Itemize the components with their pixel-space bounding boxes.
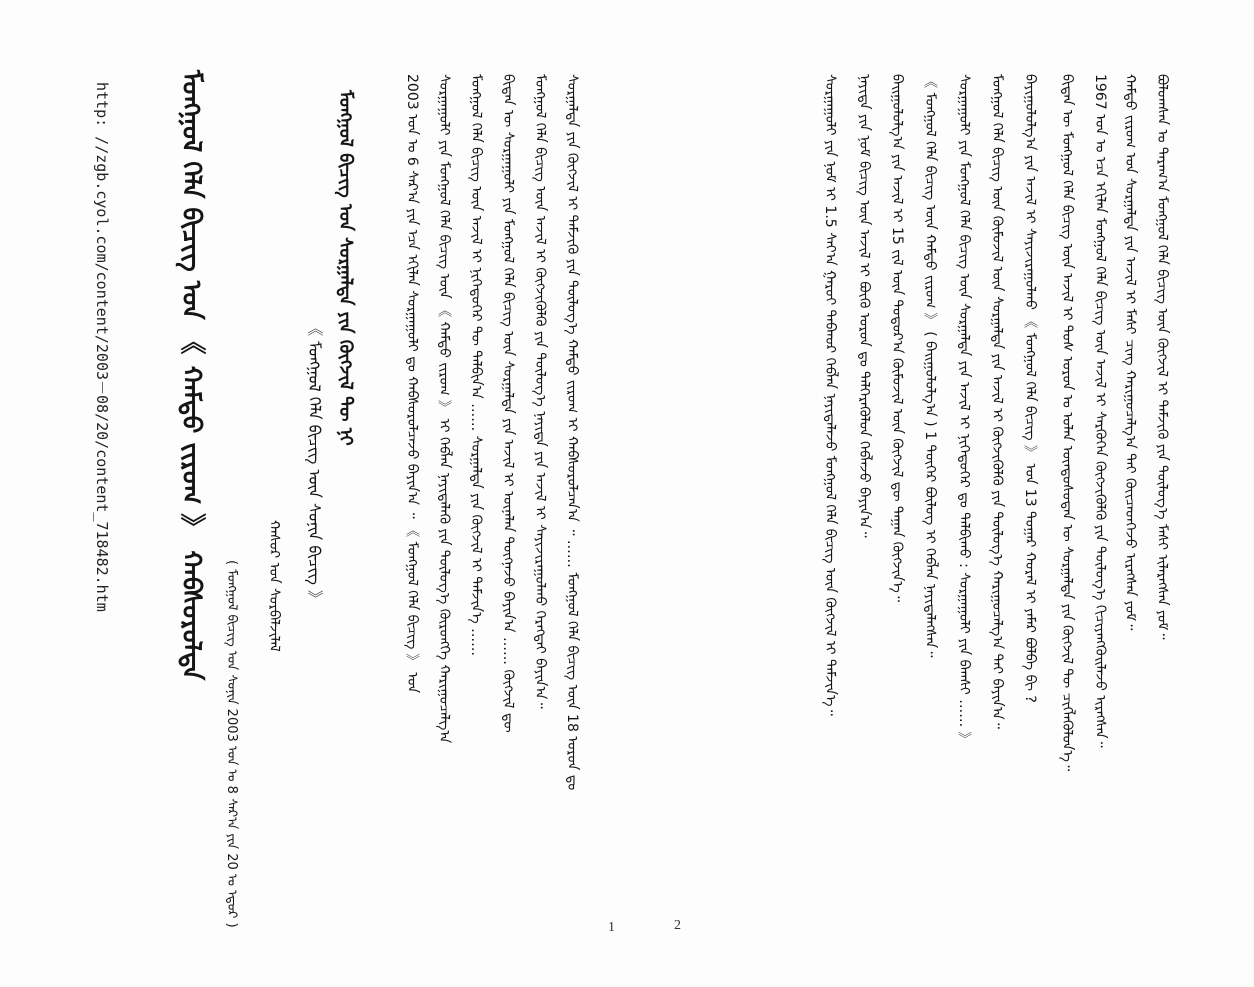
text-column: 《 ᠮᠣᠩᠭᠣᠯ ᠬᠡᠯᠡ ᠪᠢᠴᠢᠭ ᠦᠨ ᠬᠠᠮᠲᠤ ᠵᠢᠷᠤᠭ 》 ( ᠪᠠᠢᠭᠤᠯᠤᠯᠭ᠎ᠠ ) 1 ᠳᠦᠭᠡᠷ ᠪᠦᠯᠦᠭ ᠢ ᠬᠡᠪᠯᠡᠨ ᠨᠡᠶᠢᠲᠡᠯᠡᠭᠰᠡᠨ᠃ [922, 74, 938, 658]
text-column: ᠪᠠᠢᠭᠤᠯᠤᠯᠭ᠎ᠠ ᠶᠢᠨ ᠠᠵᠢᠯ ᠢ 15 ᠵᠢᠯ ᠦᠨ ᠳᠤᠲᠤᠷ᠎ᠠ ᠬᠦᠮᠦᠵᠢᠯ ᠦᠨ ᠬᠥᠭᠵᠢᠯ ᠳᠦ ᠳᠠᠭᠠᠨ ᠬᠥᠭᠵᠢᠨ᠎ᠡ᠃ [889, 74, 905, 603]
text-column: ᠰᠤᠷᠭᠠᠯᠲᠠ ᠶᠢᠨ ᠬᠥᠭᠵᠢᠯ ᠢ ᠳᠡᠮᠵᠢᠬᠦ ᠶᠢᠨ ᠲᠥᠯᠥᠭ᠎ᠡ ᠬᠠᠮᠲᠤ ᠵᠢᠷᠤᠭ ᠢ ᠬᠠᠪᠰᠤᠷᠤᠯᠴᠠᠨ᠎ᠠ ᠃ …… ᠮᠣᠩᠭᠣᠯ ᠬᠡᠯᠡ ᠪᠢᠴᠢᠭ ᠦᠨ 18 ᠣᠷᠣᠨ ᠳᠤ [564, 74, 580, 791]
publication-date: ( ᠮᠣᠩᠭᠣᠯ ᠪᠢᠴᠢᠭ ᠤᠨ ᠰᠣᠨᠢᠨ 2003 ᠣᠨ ᠤ 8 ᠰᠠᠷ᠎ᠠ ᠶᠢᠨ 20 ᠤ ᠡᠳᠦᠷ ) [224, 560, 239, 928]
author-byline: ᠬᠠᠰᠤᠷ ᠤᠨ ᠰᠤᠷᠪᠠᠯᠵᠢᠯᠠᠯ [266, 520, 282, 652]
page-number-2: 2 [674, 918, 681, 933]
text-column: ᠪᠣᠯᠣᠭᠰᠠᠨ ᠤ ᠳᠠᠷᠠᠭ᠎ᠠ ᠮᠣᠩᠭᠣᠯ ᠬᠡᠯᠡ ᠪᠢᠴᠢᠭ ᠦᠨ ᠬᠥᠭᠵᠢᠯ ᠢ ᠳᠡᠮᠵᠢᠬᠦ ᠶᠢᠨ ᠲᠥᠯᠥᠭ᠎ᠡ ᠮᠠᠰᠢ ᠢᠯᠡᠷᠡᠭᠰᠡᠨ ᠶᠤᠮ᠃ [1154, 74, 1170, 640]
text-column: ᠪᠢᠳᠡᠨ ᠦ ᠮᠣᠩᠭᠣᠯ ᠬᠡᠯᠡ ᠪᠢᠴᠢᠭ ᠦᠨ ᠠᠵᠢᠯ ᠢ ᠲᠤᠰ ᠣᠷᠣᠨ ᠤ ᠣᠯᠠᠨ ᠦᠨᠳᠦᠰᠦᠲᠡᠨ ᠦ ᠰᠤᠷᠭᠠᠯᠲᠠ ᠶᠢᠨ ᠬᠥᠭᠵᠢᠯ ᠲᠦ ᠴᠢᠭᠯᠡᠭᠦᠯᠦᠨ᠎ᠡ᠃ [1059, 74, 1075, 772]
text-column: ᠮᠣᠩᠭᠣᠯ ᠬᠡᠯᠡ ᠪᠢᠴᠢᠭ ᠦᠨ ᠬᠦᠮᠦᠵᠢᠯ ᠦᠨ ᠰᠤᠷᠭᠠᠯᠲᠠ ᠶᠢᠨ ᠠᠵᠢᠯ ᠢ ᠬᠥᠭᠵᠢᠭᠦᠯᠬᠦ ᠶᠢᠨ ᠲᠥᠯᠥᠭ᠎ᠡ ᠬᠠᠷᠢᠭᠤᠴᠠᠯᠭ᠎ᠠ ᠲᠠᠢ ᠪᠠᠶᠢᠨ᠎ᠠ᠃ [989, 74, 1005, 729]
page-number-1: 1 [608, 920, 615, 935]
text-column: ᠨᠡᠶᠢᠲᠡ ᠶᠢᠨ ᠨᠣᠮ ᠪᠢᠴᠢᠭ ᠦᠨ ᠠᠵᠢᠯ ᠢ ᠪᠦᠬᠦ ᠣᠷᠣᠨ ᠳᠤ ᠳᠡᠯᠭᠡᠷᠡᠭᠦᠯᠦᠨ ᠬᠡᠪᠯᠡᠵᠦ ᠪᠠᠶᠢᠨ᠎ᠠ᠃ [856, 74, 872, 538]
text-column: ᠮᠣᠩᠭᠣᠯ ᠬᠡᠯᠡ ᠪᠢᠴᠢᠭ ᠦᠨ ᠠᠵᠢᠯ ᠢ ᠨᠢᠭᠡᠳᠦᠭᠡᠷ ᠲᠦ ᠲᠠᠯᠪᠢᠨ᠎ᠠ …… ᠰᠤᠷᠭᠠᠯᠲᠠ ᠶᠢᠨ ᠬᠥᠭᠵᠢᠯ ᠢ ᠳᠡᠮᠵᠢᠨ᠎ᠡ …… [468, 74, 484, 657]
text-column: ᠬᠠᠮᠲᠤ ᠵᠢᠷᠤᠭ ᠤᠨ ᠰᠤᠷᠭᠠᠯᠲᠠ ᠶᠢᠨ ᠠᠵᠢᠯ ᠢ ᠮᠠᠰᠢ ᠴᠢᠩ ᠬᠠᠷᠢᠭᠤᠴᠠᠯᠭ᠎ᠠ ᠲᠠᠢ ᠭᠦᠢᠴᠡᠳᠬᠡᠵᠦ ᠢᠷᠡᠭᠰᠡᠨ ᠶᠤᠮ᠃ [1122, 74, 1138, 631]
title-line-1: ᠮᠣᠩᠭᠣᠯ ᠬᠡᠯᠡ ᠪᠢᠴᠢᠭ ᠤᠨ 《 ᠬᠠᠮᠲᠤ ᠵᠢᠷᠤᠭ 》 ᠬᠠᠪᠰᠤᠷᠤᠯᠲᠠ [176, 70, 206, 681]
text-column: ᠮᠣᠩᠭᠣᠯ ᠬᠡᠯᠡ ᠪᠢᠴᠢᠭ ᠦᠨ ᠠᠵᠢᠯ ᠢ ᠬᠥᠭᠵᠢᠭᠦᠯᠬᠦ ᠶᠢᠨ ᠲᠥᠯᠥᠭ᠎ᠡ ᠨᠡᠶᠢᠲᠡ ᠶᠢᠨ ᠠᠵᠢᠯ ᠢ ᠰᠠᠶᠢᠵᠢᠷᠠᠭᠤᠯᠬᠤ ᠬᠡᠷᠡᠭᠲᠡᠢ ᠪᠠᠶᠢᠨ᠎ᠠ᠃ [532, 74, 548, 709]
title-line-2: ᠮᠣᠩᠭᠣᠯ ᠪᠢᠴᠢᠭ ᠤᠨ ᠰᠤᠷᠭᠠᠯᠲᠠ ᠶᠢᠨ ᠬᠥᠭᠵᠢᠯ ᠲᠦ ᠨᠢ [335, 90, 356, 446]
text-column: 2003 ᠣᠨ ᠤ 6 ᠰᠠᠷ᠎ᠠ ᠶᠢᠨ ᠡᠴᠡ ᠡᠬᠢᠯᠡᠨ ᠰᠤᠷᠭᠠᠭᠤᠯᠢ ᠳᠤ ᠬᠠᠪᠰᠤᠷᠤᠯᠴᠠᠵᠤ ᠪᠠᠶᠢᠨ᠎ᠠ ᠃ 《 ᠮᠣᠩᠭᠣᠯ ᠬᠡᠯᠡ ᠪᠢᠴᠢᠭ 》 ᠤᠨ [404, 74, 420, 694]
text-column: ᠰᠤᠷᠭᠠᠭᠤᠯᠢ ᠶᠢᠨ ᠮᠣᠩᠭᠣᠯ ᠬᠡᠯᠡ ᠪᠢᠴᠢᠭ ᠦᠨ ᠰᠤᠷᠭᠠᠯᠲᠠ ᠶᠢᠨ ᠠᠵᠢᠯ ᠢ ᠨᠢᠭᠡᠳᠦᠭᠡᠷ ᠳᠤ ᠲᠠᠯᠪᠢᠬᠤ : ᠰᠤᠷᠭᠠᠭᠤᠯᠢ ᠶᠢᠨ ᠪᠠᠭᠰᠢ …… 》 [956, 74, 972, 746]
text-column: ᠪᠠᠶᠢᠭᠤᠯᠤᠯᠭ᠎ᠠ ᠶᠢᠨ ᠠᠵᠢᠯ ᠢ ᠰᠠᠶᠢᠵᠢᠷᠠᠭᠤᠯᠬᠤ 《 ᠮᠣᠩᠭᠣᠯ ᠬᠡᠯᠡ ᠪᠢᠴᠢᠭ 》 ᠤᠨ 13 ᠳᠤᠭᠠᠷ ᠬᠤᠷᠠᠯ ᠢ ᠶᠠᠮᠠᠷ ᠪᠣᠯᠪᠠ ᠪᠢ ? [1022, 74, 1038, 703]
text-column: ᠪᠢᠳᠡᠨ ᠦ ᠰᠤᠷᠭᠠᠭᠤᠯᠢ ᠶᠢᠨ ᠮᠣᠩᠭᠣᠯ ᠬᠡᠯᠡ ᠪᠢᠴᠢᠭ ᠦᠨ ᠰᠤᠷᠭᠠᠯᠲᠠ ᠶᠢᠨ ᠠᠵᠢᠯ ᠢ ᠦᠨᠡᠯᠡᠨ ᠳᠦᠭᠨᠡᠵᠦ ᠪᠠᠶᠢᠨ᠎ᠠ …… ᠬᠥᠭᠵᠢᠯ ᠳᠦ [500, 74, 516, 733]
text-column: ᠰᠤᠷᠭᠠᠭᠤᠯᠢ ᠶᠢᠨ ᠮᠣᠩᠭᠣᠯ ᠬᠡᠯᠡ ᠪᠢᠴᠢᠭ ᠦᠨ 《 ᠬᠠᠮᠲᠤ ᠵᠢᠷᠤᠭ 》 ᠢ ᠬᠡᠪᠯᠡᠨ ᠨᠡᠶᠢᠲᠡᠯᠡᠬᠦ ᠶᠢᠨ ᠲᠥᠯᠥᠭ᠎ᠡ ᠬᠥᠷᠥᠩᠭᠡ ᠬᠠᠷᠢᠭᠤᠴᠠᠯᠭ᠎ᠠ [436, 74, 452, 744]
subtitle: 《 ᠮᠣᠩᠭᠣᠯ ᠬᠡᠯᠡ ᠪᠢᠴᠢᠭ ᠦᠨ ᠰᠣᠨᠢᠨ ᠪᠢᠴᠢᠭ 》 [305, 320, 324, 607]
text-column: ᠰᠤᠷᠭᠠᠭᠤᠯᠢ ᠶᠢᠨ ᠨᠣᠮ ᠢ 1.5 ᠰᠠᠶ᠎ᠠ ᠭᠠᠷᠤᠢ ᠳᠠᠪᠬᠤᠷ ᠬᠡᠪᠯᠡᠨ ᠨᠡᠶᠢᠲᠡᠯᠡᠵᠦ ᠮᠣᠩᠭᠣᠯ ᠬᠡᠯᠡ ᠪᠢᠴᠢᠭ ᠦᠨ ᠬᠥᠭᠵᠢᠯ ᠢ ᠳᠡᠮᠵᠢᠨ᠎ᠡ᠃ [822, 74, 838, 716]
source-url: http: //zgb.cyol.com/content/2003－08/20/content_718482.htm [93, 82, 111, 612]
text-column: 1967 ᠣᠨ ᠤ ᠡᠴᠡ ᠡᠬᠢᠯᠡᠨ ᠮᠣᠩᠭᠣᠯ ᠬᠡᠯᠡ ᠪᠢᠴᠢᠭ ᠦᠨ ᠠᠵᠢᠯ ᠢ ᠰᠡᠷᠭᠦᠭᠡᠨ ᠬᠥᠭᠵᠢᠭᠦᠯᠬᠦ ᠶᠢᠨ ᠲᠥᠯᠥᠭ᠎ᠡ ᠬᠢᠴᠢᠶᠡᠩᠭᠦᠢᠯᠡᠵᠦ ᠢᠷᠡᠭᠰᠡᠨ᠃ [1092, 74, 1108, 748]
